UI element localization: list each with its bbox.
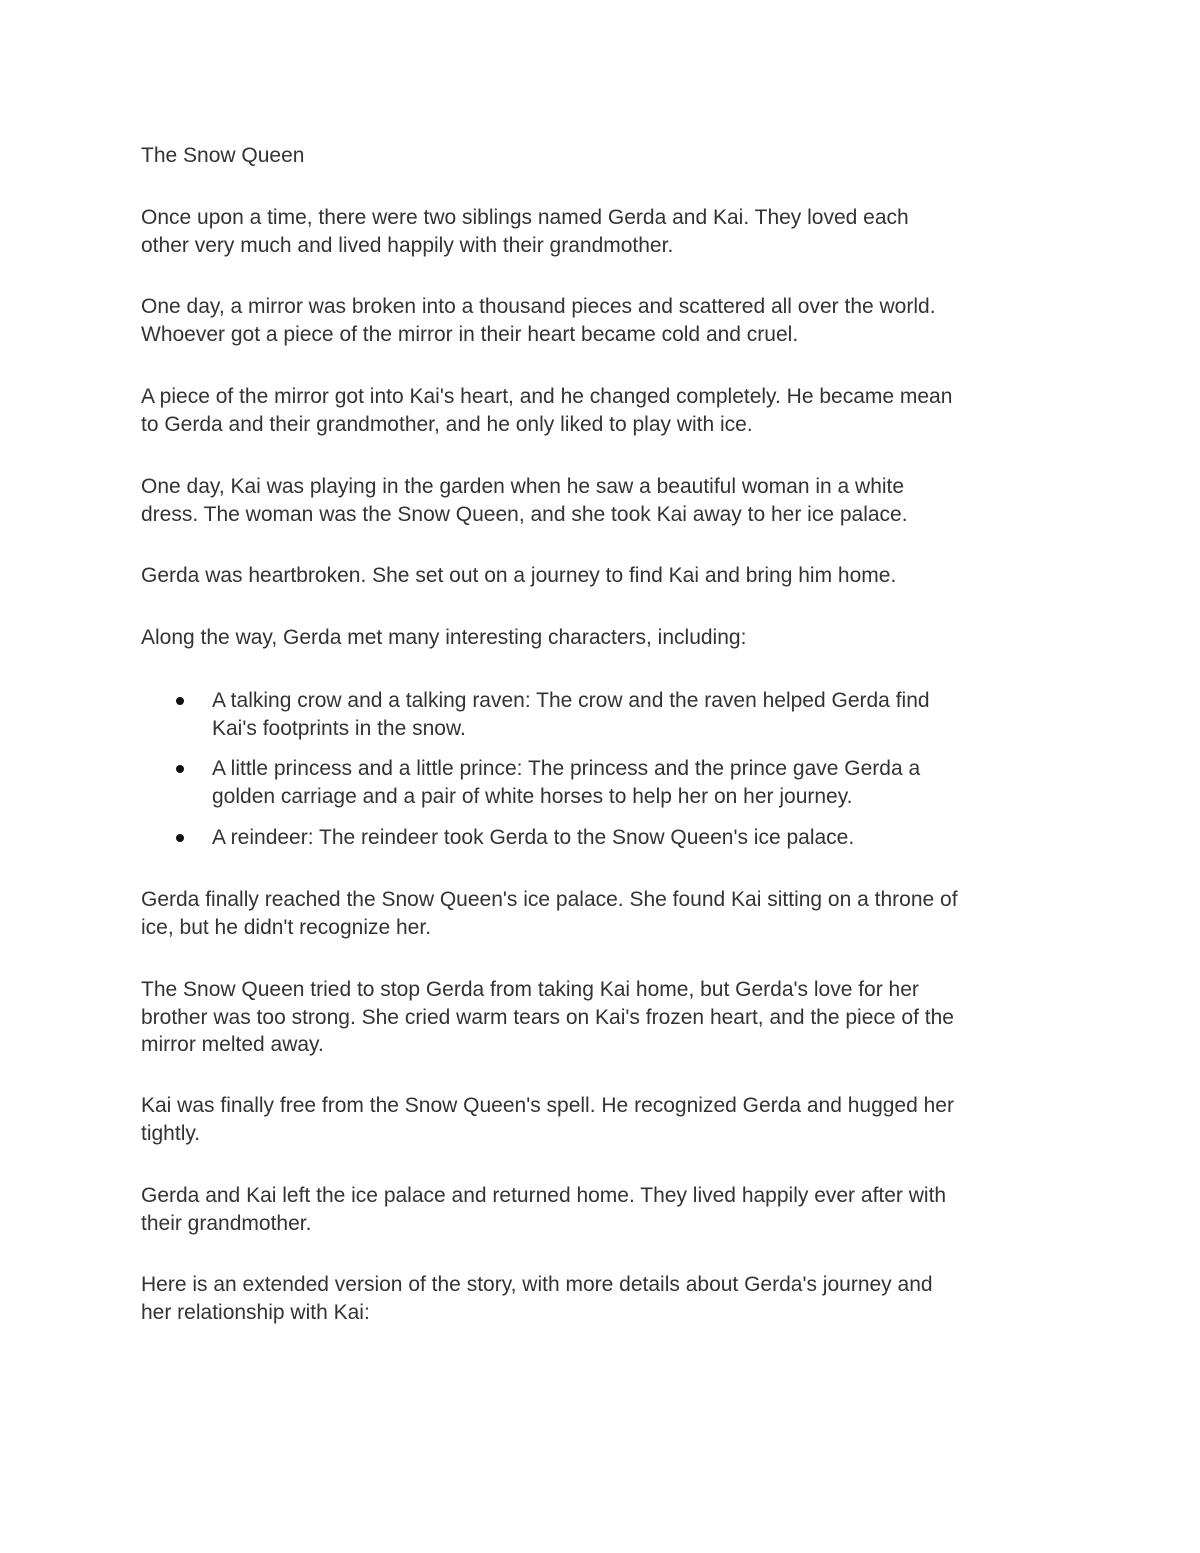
list-item <box>212 755 920 810</box>
paragraph <box>141 1092 954 1147</box>
paragraph <box>141 624 746 652</box>
text-line: The Snow Queen tried to stop Gerda from taking Kai home, but Gerda's love for her <box>141 978 919 1001</box>
text-line: tightly. <box>141 1121 201 1145</box>
paragraph <box>141 1182 946 1237</box>
text-line: Whoever got a piece of the mirror in their heart became cold and cruel. <box>141 322 799 346</box>
list-item <box>212 687 930 742</box>
text-line: their grandmother. <box>141 1211 312 1235</box>
paragraph <box>141 383 952 438</box>
paragraph <box>141 1271 933 1326</box>
text-line: Here is an extended version of the story, with more details about Gerda's journey and <box>141 1273 933 1296</box>
text-line: other very much and lived happily with their grandmother. <box>141 233 674 257</box>
text-line: her relationship with Kai: <box>141 1300 370 1324</box>
document-title: The Snow Queen <box>141 144 305 167</box>
paragraph <box>141 562 896 590</box>
paragraph <box>141 976 954 1059</box>
bullet-icon <box>176 765 184 773</box>
text-line: Gerda finally reached the Snow Queen's ice palace. She found Kai sitting on a throne of <box>141 888 958 911</box>
text-line: ice, but he didn't recognize her. <box>141 915 432 939</box>
list-item <box>212 824 854 852</box>
text-line: to Gerda and their grandmother, and he only liked to play with ice. <box>141 412 753 436</box>
text-line: One day, a mirror was broken into a thousand pieces and scattered all over the world. <box>141 295 936 318</box>
text-line: A piece of the mirror got into Kai's heart, and he changed completely. He became mean <box>141 385 953 408</box>
text-line: A little princess and a little prince: The princess and the prince gave Gerda a <box>212 757 921 780</box>
text-line: Once upon a time, there were two siblings named Gerda and Kai. They loved each <box>141 206 909 229</box>
text-line: dress. The woman was the Snow Queen, and she took Kai away to her ice palace. <box>141 502 908 526</box>
bullet-icon <box>176 834 184 842</box>
text-line: Kai was finally free from the Snow Queen's spell. He recognized Gerda and hugged her <box>141 1094 954 1117</box>
paragraph <box>141 886 958 941</box>
paragraph <box>141 293 936 348</box>
text-line: Along the way, Gerda met many interesting characters, including: <box>141 626 747 649</box>
paragraph <box>141 204 909 259</box>
text-line: Gerda and Kai left the ice palace and returned home. They lived happily ever after with <box>141 1184 947 1207</box>
text-line: Gerda was heartbroken. She set out on a journey to find Kai and bring him home. <box>141 564 897 587</box>
text-line: mirror melted away. <box>141 1033 324 1057</box>
text-line: golden carriage and a pair of white horses to help her on her journey. <box>212 784 853 808</box>
text-line: brother was too strong. She cried warm tears on Kai's frozen heart, and the piece of the <box>141 1005 954 1029</box>
bullet-icon <box>176 697 184 705</box>
text-line: A talking crow and a talking raven: The crow and the raven helped Gerda find <box>212 689 930 712</box>
paragraph <box>141 473 908 528</box>
text-line: A reindeer: The reindeer took Gerda to the Snow Queen's ice palace. <box>212 826 855 849</box>
text-line: Kai's footprints in the snow. <box>212 716 466 740</box>
text-line: One day, Kai was playing in the garden when he saw a beautiful woman in a white <box>141 475 905 498</box>
